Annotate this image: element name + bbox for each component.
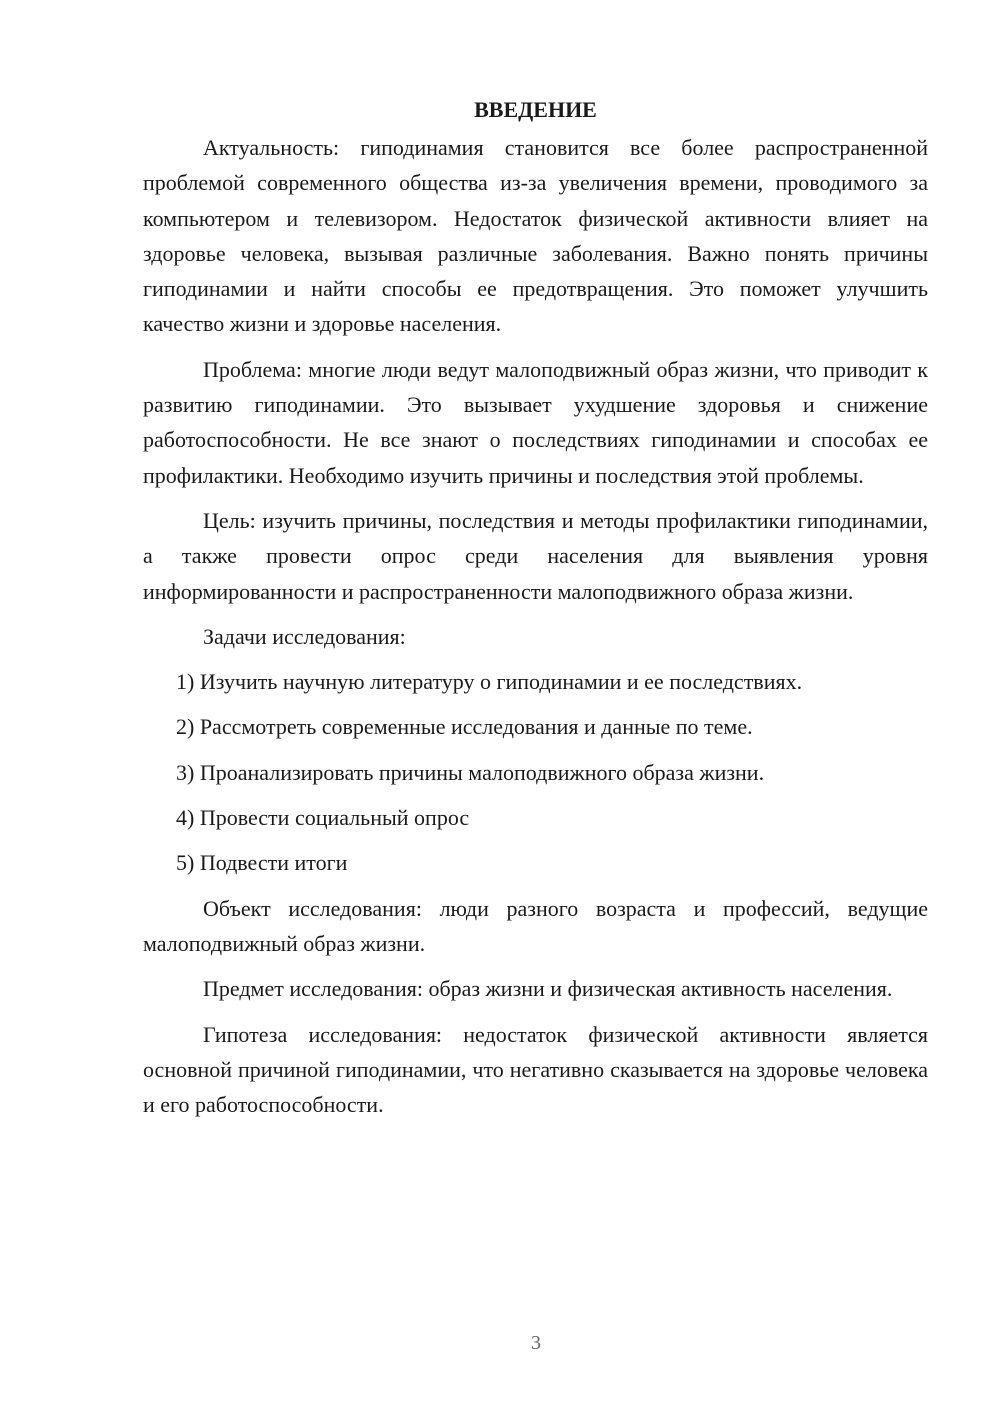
paragraph-object: Объект исследования: люди разного возраста и профессий, ведущие малоподвижный образ жизни. [143, 895, 928, 956]
task-list [143, 664, 928, 880]
tasks-heading: Задачи исследования: [203, 623, 406, 649]
paragraph-hypothesis: Гипотеза исследования: недостаток физической активности является основной причиной гиподинамии, что негативно сказывается на здоровье человека и его работоспособности. [143, 1021, 928, 1118]
paragraph-goal: Цель: изучить причины, последствия и методы профилактики гиподинамии, а также провести опрос среди населения для выявления уровня информированности и распространенности малоподвижного образа жизни. [143, 507, 928, 604]
list-item: 3) Проанализировать причины малоподвижного образа жизни. [176, 759, 765, 785]
paragraph-problem: Проблема: многие люди ведут малоподвижный образ жизни, что приводит к развитию гиподинамии. Это вызывает ухудшение здоровья и снижение работоспособности. Не все знают о последствиях гиподинамии и способах ее профилактики. Необходимо изучить причины и последствия этой проблемы. [143, 356, 928, 488]
page-number: 3 [531, 1332, 541, 1354]
list-item: 4) Провести социальный опрос [176, 805, 470, 831]
paragraph-subject: Предмет исследования: образ жизни и физическая активность населения. [203, 976, 893, 1002]
list-item: 1) Изучить научную литературу о гиподинамии и ее последствиях. [176, 669, 803, 695]
paragraph-relevance: Актуальность: гиподинамия становится все более распространенной проблемой современного общества из-за увеличения времени, проводимого за компьютером и телевизором. Недостаток физической активности влияет на здоровье человека, вызывая различные заболевания. Важно понять причины гиподинамии и найти способы ее предотвращения. Это поможет улучшить качество жизни и здоровье населения. [143, 135, 928, 337]
document-page [143, 92, 928, 1132]
list-item: 5) Подвести итоги [176, 850, 348, 876]
document-title: ВВЕДЕНИЕ [474, 97, 597, 122]
list-item: 2) Рассмотреть современные исследования и данные по теме. [176, 714, 753, 740]
